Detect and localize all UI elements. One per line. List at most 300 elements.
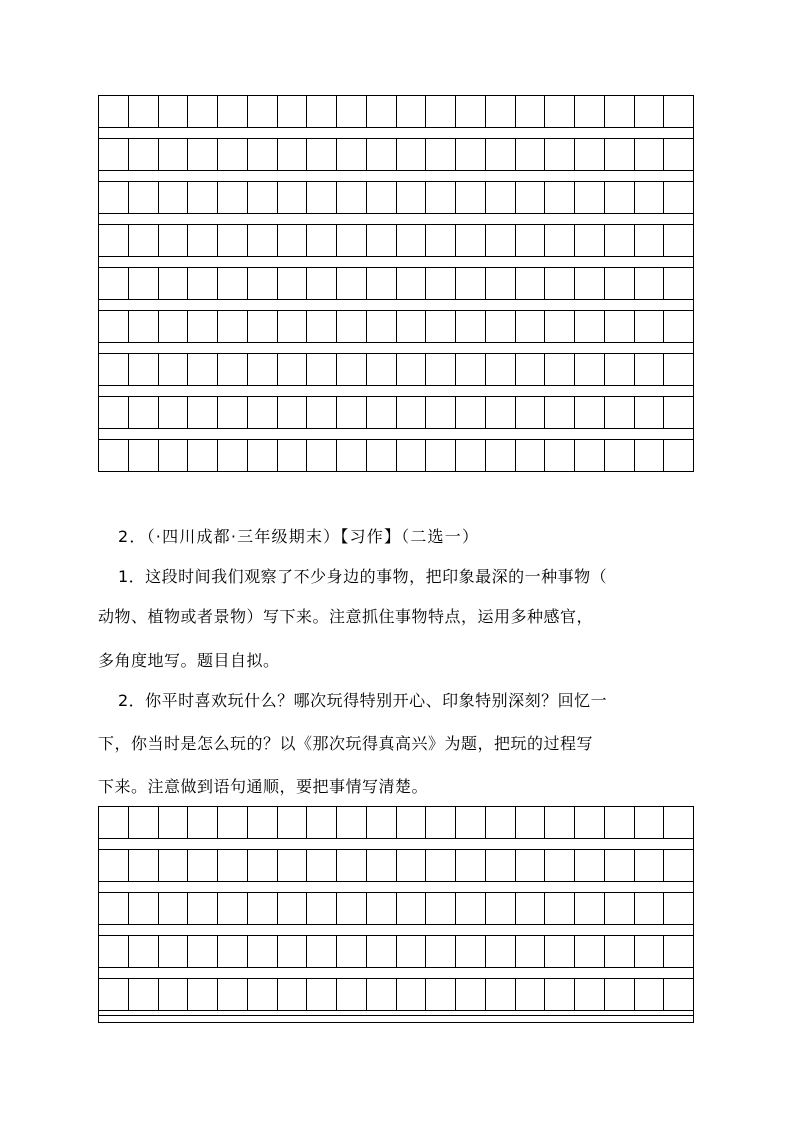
grid-cell [337,182,367,213]
grid-cell [635,354,665,385]
grid-cell [337,893,367,924]
grid-cell [367,440,397,471]
row-gap [99,386,693,396]
grid-cell [218,96,248,127]
grid-cell [159,182,189,213]
grid-cell [99,936,129,967]
grid-cell [99,850,129,881]
grid-cell [188,96,218,127]
grid-cell [456,354,486,385]
grid-cell [188,354,218,385]
grid-cell [397,807,427,838]
grid-cell [159,850,189,881]
grid-cell [664,268,693,299]
grid-cell [664,311,693,342]
grid-cell [188,139,218,170]
grid-cell [159,893,189,924]
grid-cell [456,397,486,428]
grid-cell [575,225,605,256]
grid-cell [635,311,665,342]
grid-cell [605,268,635,299]
grid-cell [159,225,189,256]
grid-cell [278,182,308,213]
grid-cell [307,139,337,170]
grid-cell [397,311,427,342]
row-gap [99,839,693,849]
grid-cell [575,311,605,342]
writing-grid-top [98,95,694,472]
grid-cell [278,354,308,385]
grid-cell [367,354,397,385]
grid-cell [545,850,575,881]
grid-cell [664,979,693,1010]
grid-cell [218,268,248,299]
grid-cell [575,936,605,967]
grid-cell [129,893,159,924]
grid-cell [188,807,218,838]
grid-cell [248,139,278,170]
grid-cell [188,397,218,428]
grid-cell [99,397,129,428]
grid-cell [575,979,605,1010]
grid-cell [307,354,337,385]
grid-cell [456,979,486,1010]
grid-cell [605,850,635,881]
grid-cell [545,268,575,299]
row-gap [99,429,693,439]
grid-cell [456,182,486,213]
grid-cell [516,893,546,924]
grid-cell [426,936,456,967]
grid-cell [188,182,218,213]
grid-cell [426,182,456,213]
grid-cell [218,936,248,967]
grid-cell [218,311,248,342]
grid-cell [129,268,159,299]
grid-cell [397,268,427,299]
grid-cell [397,850,427,881]
grid-cell [635,979,665,1010]
grid-cell [635,440,665,471]
grid-cell [456,225,486,256]
row-gap [99,882,693,892]
grid-cell [397,440,427,471]
grid-cell [99,311,129,342]
grid-cell [159,354,189,385]
grid-cell [337,397,367,428]
grid-cell [605,979,635,1010]
grid-cell [159,807,189,838]
grid-cell [456,440,486,471]
grid-cell [426,311,456,342]
grid-cell [367,850,397,881]
grid-cell [397,936,427,967]
grid-cell [159,440,189,471]
grid-cell [218,225,248,256]
grid-cell [426,268,456,299]
grid-cell [307,979,337,1010]
grid-cell [426,440,456,471]
grid-cell [664,397,693,428]
grid-cell [307,182,337,213]
grid-cell [99,225,129,256]
writing-grid-bottom [98,806,694,1023]
grid-cell [159,96,189,127]
grid-cell [635,96,665,127]
grid-cell [367,139,397,170]
grid-cell [605,936,635,967]
question-heading: 2．（·四川成都·三年级期末）【习作】（二选一） [118,527,480,546]
grid-cell [307,96,337,127]
grid-cell [337,850,367,881]
grid-cell [605,139,635,170]
grid-cell [278,139,308,170]
grid-cell [159,397,189,428]
grid-cell [486,139,516,170]
grid-cell [486,850,516,881]
grid-cell [545,139,575,170]
grid-row [99,935,693,968]
grid-cell [307,225,337,256]
grid-cell [545,893,575,924]
grid-cell [278,807,308,838]
grid-cell [129,225,159,256]
grid-cell [218,397,248,428]
grid-cell [248,96,278,127]
row-gap [99,343,693,353]
grid-cell [99,893,129,924]
prompt-line-3: 多角度地写。题目自拟。 [98,651,280,670]
grid-cell [337,807,367,838]
grid-cell [248,979,278,1010]
row-gap [99,925,693,935]
grid-cell [129,182,159,213]
grid-cell [307,936,337,967]
grid-cell [516,311,546,342]
grid-cell [426,139,456,170]
grid-cell [159,268,189,299]
grid-cell [367,225,397,256]
grid-cell [456,893,486,924]
grid-cell [516,96,546,127]
grid-cell [367,96,397,127]
row-gap [99,128,693,138]
grid-cell [575,268,605,299]
grid-cell [605,311,635,342]
grid-cell [605,807,635,838]
grid-cell [278,440,308,471]
grid-cell [367,979,397,1010]
grid-cell [278,893,308,924]
prompt-line-1: 1．这段时间我们观察了不少身边的事物，把印象最深的一种事物（ [118,567,608,586]
grid-row [99,978,693,1011]
grid-cell [486,268,516,299]
grid-cell [664,850,693,881]
grid-cell [456,268,486,299]
grid-cell [635,139,665,170]
grid-cell [545,96,575,127]
grid-cell [188,850,218,881]
grid-cell [278,850,308,881]
grid-cell [278,268,308,299]
grid-cell [635,182,665,213]
grid-cell [486,182,516,213]
grid-cell [664,225,693,256]
grid-trailing-strip [99,1015,693,1023]
grid-cell [218,893,248,924]
grid-cell [426,979,456,1010]
grid-cell [605,397,635,428]
prompt-line-2: 动物、植物或者景物）写下来。注意抓住事物特点，运用多种感官， [98,607,594,626]
grid-cell [516,850,546,881]
grid-cell [278,979,308,1010]
grid-cell [188,440,218,471]
grid-cell [307,397,337,428]
grid-cell [545,807,575,838]
grid-cell [188,936,218,967]
grid-cell [486,893,516,924]
grid-cell [337,936,367,967]
grid-cell [426,225,456,256]
grid-cell [248,354,278,385]
grid-cell [307,268,337,299]
grid-cell [397,397,427,428]
grid-cell [397,225,427,256]
grid-cell [159,936,189,967]
grid-cell [218,979,248,1010]
grid-cell [545,225,575,256]
grid-cell [545,936,575,967]
grid-cell [635,268,665,299]
grid-cell [486,397,516,428]
grid-cell [218,807,248,838]
grid-cell [99,807,129,838]
grid-cell [426,807,456,838]
grid-row [99,267,693,300]
grid-cell [456,936,486,967]
grid-cell [337,979,367,1010]
grid-cell [99,96,129,127]
grid-cell [516,268,546,299]
grid-cell [307,311,337,342]
grid-cell [99,268,129,299]
grid-cell [545,354,575,385]
grid-cell [218,139,248,170]
grid-cell [278,311,308,342]
grid-cell [605,96,635,127]
grid-cell [397,182,427,213]
grid-cell [664,893,693,924]
grid-row [99,806,693,839]
row-gap [99,214,693,224]
grid-cell [486,936,516,967]
grid-cell [635,936,665,967]
grid-cell [605,893,635,924]
grid-cell [486,354,516,385]
grid-cell [426,397,456,428]
grid-cell [248,936,278,967]
grid-cell [278,96,308,127]
grid-row [99,849,693,882]
grid-cell [99,354,129,385]
grid-cell [575,354,605,385]
grid-cell [129,139,159,170]
grid-cell [188,268,218,299]
grid-cell [605,182,635,213]
grid-cell [218,440,248,471]
grid-cell [516,182,546,213]
grid-cell [426,96,456,127]
prompt-line-6: 下来。注意做到语句通顺，要把事情写清楚。 [98,777,429,796]
grid-cell [99,440,129,471]
grid-cell [397,893,427,924]
grid-cell [575,440,605,471]
grid-cell [397,979,427,1010]
row-gap [99,300,693,310]
grid-cell [575,893,605,924]
grid-cell [516,807,546,838]
grid-cell [575,182,605,213]
grid-cell [188,225,218,256]
grid-cell [337,225,367,256]
grid-cell [129,397,159,428]
grid-cell [159,311,189,342]
grid-cell [248,440,278,471]
grid-cell [337,268,367,299]
grid-row [99,310,693,343]
grid-cell [516,936,546,967]
grid-row [99,396,693,429]
grid-cell [248,807,278,838]
grid-cell [575,397,605,428]
grid-cell [218,354,248,385]
grid-cell [575,850,605,881]
grid-cell [248,182,278,213]
grid-cell [248,850,278,881]
grid-cell [248,311,278,342]
grid-cell [159,979,189,1010]
grid-cell [456,96,486,127]
grid-cell [635,397,665,428]
grid-cell [129,979,159,1010]
grid-cell [545,182,575,213]
grid-cell [337,440,367,471]
grid-cell [278,397,308,428]
grid-row [99,353,693,386]
grid-cell [635,807,665,838]
grid-cell [129,96,159,127]
grid-cell [486,225,516,256]
grid-cell [218,850,248,881]
grid-row [99,439,693,472]
grid-cell [129,354,159,385]
grid-cell [426,893,456,924]
grid-cell [367,182,397,213]
grid-cell [545,440,575,471]
grid-cell [516,440,546,471]
grid-cell [605,225,635,256]
grid-cell [248,225,278,256]
grid-row [99,181,693,214]
grid-cell [635,225,665,256]
grid-row [99,95,693,128]
grid-cell [456,807,486,838]
grid-cell [129,311,159,342]
grid-cell [516,397,546,428]
grid-cell [129,936,159,967]
grid-cell [397,96,427,127]
grid-cell [159,139,189,170]
grid-cell [367,311,397,342]
grid-cell [605,354,635,385]
grid-cell [486,311,516,342]
grid-cell [188,311,218,342]
grid-cell [367,268,397,299]
grid-cell [545,311,575,342]
row-gap [99,968,693,978]
grid-cell [545,979,575,1010]
grid-cell [397,354,427,385]
row-gap [99,257,693,267]
grid-cell [248,893,278,924]
grid-row [99,138,693,171]
grid-row [99,892,693,925]
row-gap [99,171,693,181]
grid-cell [307,807,337,838]
grid-cell [516,354,546,385]
grid-cell [575,139,605,170]
grid-cell [486,96,516,127]
grid-cell [129,807,159,838]
grid-cell [456,850,486,881]
grid-cell [575,96,605,127]
grid-cell [337,139,367,170]
grid-cell [664,807,693,838]
grid-cell [367,936,397,967]
grid-cell [337,96,367,127]
grid-cell [664,440,693,471]
grid-cell [516,979,546,1010]
grid-cell [664,936,693,967]
grid-cell [337,354,367,385]
grid-cell [635,850,665,881]
grid-cell [218,182,248,213]
grid-cell [545,397,575,428]
grid-cell [99,182,129,213]
prompt-line-4: 2．你平时喜欢玩什么？哪次玩得特别开心、印象特别深刻？回忆一 [118,691,608,710]
grid-cell [188,893,218,924]
grid-cell [516,139,546,170]
grid-cell [605,440,635,471]
grid-cell [248,397,278,428]
grid-cell [516,225,546,256]
grid-cell [575,807,605,838]
grid-row [99,224,693,257]
grid-cell [99,139,129,170]
grid-cell [397,139,427,170]
grid-cell [426,354,456,385]
grid-cell [456,311,486,342]
grid-cell [367,807,397,838]
grid-cell [99,979,129,1010]
grid-cell [278,225,308,256]
grid-cell [337,311,367,342]
grid-cell [129,850,159,881]
grid-cell [486,979,516,1010]
grid-cell [456,139,486,170]
grid-cell [664,139,693,170]
grid-cell [486,440,516,471]
